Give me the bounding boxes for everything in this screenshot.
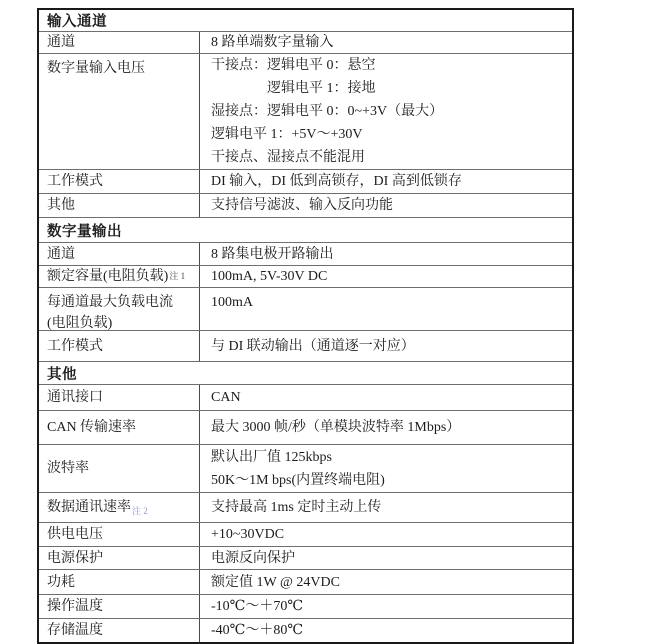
spec-label-cell <box>39 54 200 169</box>
spec-value-cell <box>200 331 572 361</box>
spec-value-text: 8 路单端数字量输入 <box>211 35 334 50</box>
spec-label-cell <box>39 445 200 492</box>
section-title: 数字量输出 <box>47 223 122 240</box>
spec-value-text: DI 输入，DI 低到高锁存，DI 高到低锁存 <box>211 174 462 189</box>
spec-value-text: -10℃～＋70℃ <box>211 599 303 614</box>
spec-value-text: 100mA <box>211 295 253 310</box>
spec-row <box>39 493 572 523</box>
spec-value-line: 默认出厂值 125kbps <box>211 449 332 465</box>
spec-row <box>39 523 572 547</box>
spec-label-text: 存储温度 <box>47 623 103 638</box>
spec-label-text: 额定容量(电阻负载) <box>47 269 169 284</box>
spec-row <box>39 288 572 331</box>
spec-value-text: 支持信号滤波、输入反向功能 <box>211 198 393 213</box>
spec-row <box>39 570 572 595</box>
spec-label-cell <box>39 32 200 53</box>
spec-label-text: 工作模式 <box>47 338 103 354</box>
spec-value-line: 干接点：逻辑电平 0：悬空 <box>211 58 376 73</box>
spec-value-cell <box>200 595 572 618</box>
spec-label-text: CAN 传输速率 <box>47 420 137 435</box>
spec-value-cell <box>200 243 572 265</box>
spec-label-cell <box>39 619 200 642</box>
spec-value-line: 逻辑电平 1：接地 <box>267 81 376 96</box>
spec-value-cell <box>200 385 572 410</box>
spec-label-text: 供电电压 <box>47 527 103 542</box>
spec-label-cell <box>39 411 200 444</box>
spec-value-text: 与 DI 联动输出（通道逐一对应） <box>211 338 415 354</box>
section-title: 输入通道 <box>47 14 107 30</box>
spec-label-cell <box>39 194 200 217</box>
spec-label-text: 数字量输入电压 <box>47 61 145 76</box>
spec-value-cell <box>200 32 572 53</box>
spec-value-cell <box>200 619 572 642</box>
spec-value-text: 支持最高 1ms 定时主动上传 <box>211 500 382 515</box>
spec-label-cell <box>39 266 200 287</box>
spec-label-cell <box>39 288 200 330</box>
spec-value-line: 干接点、湿接点不能混用 <box>211 150 365 165</box>
spec-label-cell <box>39 243 200 265</box>
section-header-row <box>39 10 572 32</box>
spec-value-cell <box>200 493 572 522</box>
footnote-ref: 注 1 <box>169 271 186 281</box>
spec-label-text: 通道 <box>47 35 75 50</box>
spec-table <box>37 8 574 644</box>
spec-label-cell <box>39 331 200 361</box>
spec-value-cell <box>200 445 572 492</box>
spec-label-cell <box>39 547 200 569</box>
spec-value-line: 50K～1M bps(内置终端电阻) <box>211 472 385 488</box>
spec-value-text: 额定值 1W @ 24VDC <box>211 574 340 590</box>
spec-value-cell <box>200 266 572 287</box>
spec-label-text: 数据通讯速率 <box>47 500 131 515</box>
section-title: 其他 <box>47 366 77 383</box>
spec-row <box>39 266 572 288</box>
spec-row <box>39 547 572 570</box>
spec-label-text: 工作模式 <box>47 174 103 189</box>
spec-row <box>39 32 572 54</box>
spec-row <box>39 54 572 170</box>
spec-label-text: 电源保护 <box>47 550 103 566</box>
spec-label-cell <box>39 595 200 618</box>
spec-label-text: 操作温度 <box>47 599 103 614</box>
spec-value-text: 8 路集电极开路输出 <box>211 246 334 262</box>
spec-value-cell <box>200 54 572 169</box>
spec-value-cell <box>200 411 572 444</box>
spec-value-text: CAN <box>211 390 241 405</box>
spec-label-cell <box>39 170 200 193</box>
section-header-row <box>39 362 572 385</box>
spec-label-cell <box>39 523 200 546</box>
spec-value-text: 最大 3000 帧/秒（单模块波特率 1Mbps） <box>211 420 461 435</box>
spec-value-cell <box>200 547 572 569</box>
spec-row <box>39 385 572 411</box>
spec-label-cell <box>39 385 200 410</box>
spec-row <box>39 595 572 619</box>
spec-row <box>39 243 572 266</box>
spec-value-cell <box>200 523 572 546</box>
spec-value-text: +10~30VDC <box>211 527 285 542</box>
spec-label-text: 每通道最大负载电流(电阻负载) <box>47 295 173 331</box>
spec-value-line: 逻辑电平 1：+5V～+30V <box>211 127 363 142</box>
spec-row <box>39 170 572 194</box>
spec-value-cell <box>200 170 572 193</box>
spec-value-text: 100mA, 5V-30V DC <box>211 269 328 284</box>
spec-value-cell <box>200 194 572 217</box>
spec-row <box>39 619 572 642</box>
spec-value-cell <box>200 288 572 330</box>
footnote-ref[interactable]: 注 2 <box>132 506 148 516</box>
spec-value-cell <box>200 570 572 594</box>
spec-label-text: 通讯接口 <box>47 390 103 405</box>
spec-row <box>39 331 572 362</box>
spec-row <box>39 411 572 445</box>
spec-label-text: 功耗 <box>47 574 75 590</box>
spec-label-text: 其他 <box>47 198 75 213</box>
spec-value-line: 湿接点：逻辑电平 0：0~+3V（最大） <box>211 104 444 119</box>
spec-label-cell <box>39 493 200 522</box>
spec-label-text: 通道 <box>47 246 75 262</box>
spec-row <box>39 194 572 218</box>
spec-label-cell <box>39 570 200 594</box>
spec-row <box>39 445 572 493</box>
spec-value-text: -40℃～＋80℃ <box>211 623 303 638</box>
spec-label-text: 波特率 <box>47 461 89 476</box>
section-header-row <box>39 218 572 243</box>
spec-value-text: 电源反向保护 <box>211 550 295 566</box>
